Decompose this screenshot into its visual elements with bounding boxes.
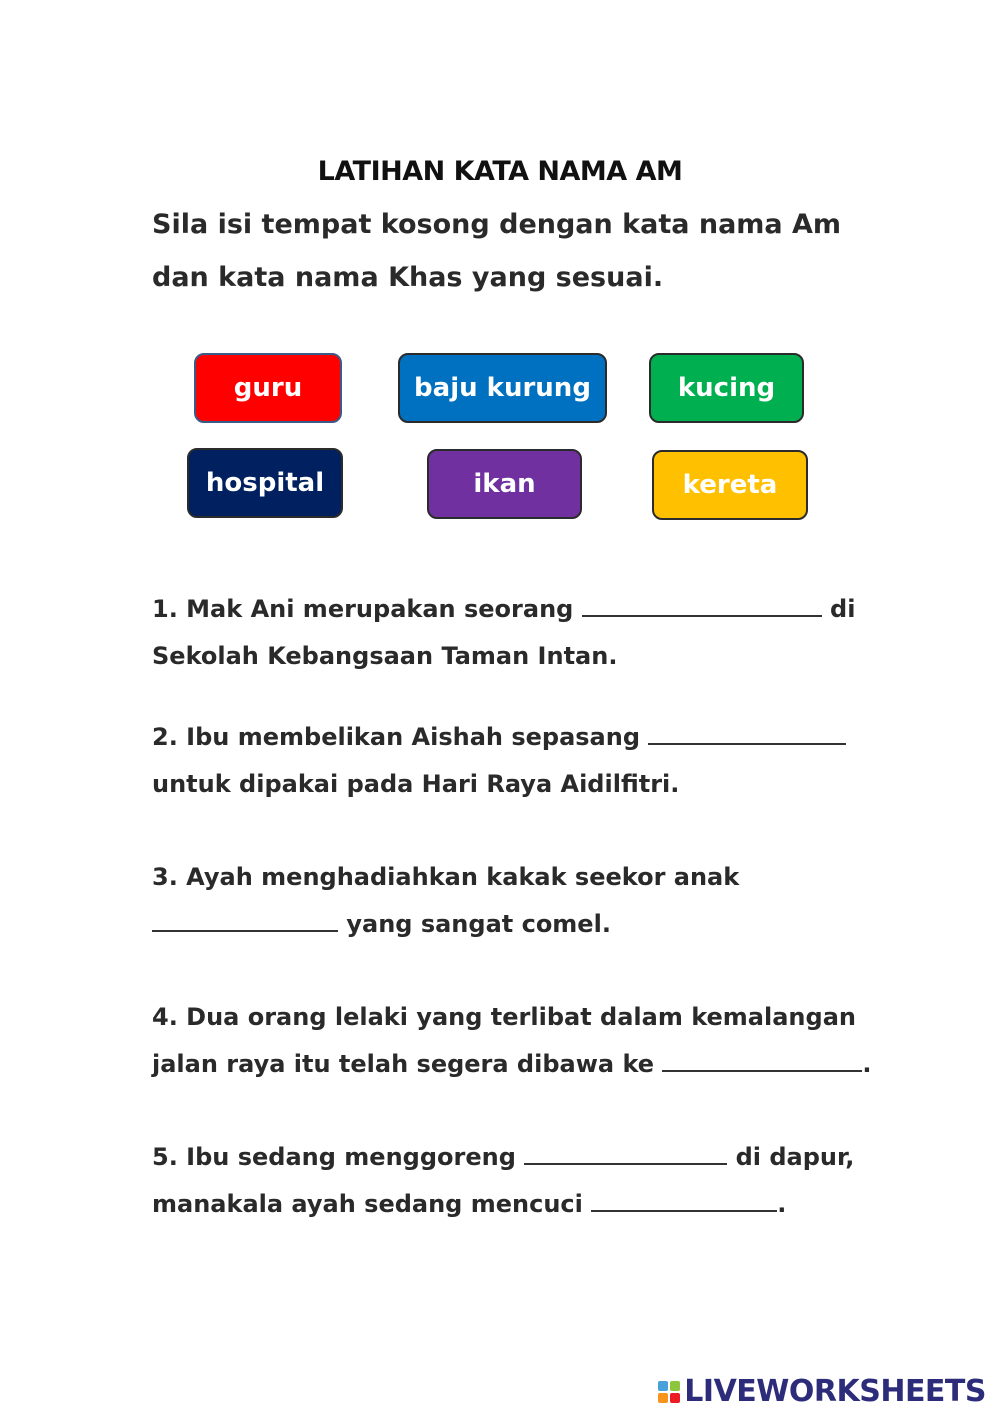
instruction-line-1: Sila isi tempat kosong dengan kata nama Am bbox=[152, 209, 842, 240]
answer-blank-5a[interactable] bbox=[524, 1143, 727, 1165]
question-1-line-2: Sekolah Kebangsaan Taman Intan. bbox=[152, 642, 618, 670]
question-text: . bbox=[777, 1190, 787, 1218]
word-chip-label: kucing bbox=[677, 373, 776, 403]
question-4-line-1: 4. Dua orang lelaki yang terlibat dalam kemalangan bbox=[152, 1003, 856, 1031]
liveworksheets-logo-icon bbox=[658, 1381, 680, 1403]
word-chip-guru[interactable] bbox=[194, 353, 342, 423]
answer-blank-2[interactable] bbox=[648, 723, 846, 745]
word-chip-baju-kurung[interactable] bbox=[398, 353, 607, 423]
answer-blank-5b[interactable] bbox=[591, 1190, 777, 1212]
question-3-line-1: 3. Ayah menghadiahkan kakak seekor anak bbox=[152, 863, 740, 891]
question-text: di bbox=[821, 595, 856, 623]
word-chip-label: guru bbox=[233, 373, 303, 403]
question-2-line-2: untuk dipakai pada Hari Raya Aidilfitri. bbox=[152, 770, 680, 798]
answer-blank-1[interactable] bbox=[582, 595, 822, 617]
question-text: 2. Ibu membelikan Aishah sepasang bbox=[152, 723, 649, 751]
word-chip-label: ikan bbox=[473, 469, 536, 499]
question-3-line-2 bbox=[152, 910, 611, 938]
question-5-line-1 bbox=[152, 1143, 854, 1171]
question-1-line-1 bbox=[152, 595, 855, 623]
liveworksheets-logo-text: LIVEWORKSHEETS bbox=[684, 1374, 986, 1409]
answer-blank-3[interactable] bbox=[152, 910, 338, 932]
question-text: 1. Mak Ani merupakan seorang bbox=[152, 595, 582, 623]
question-text: di dapur, bbox=[727, 1143, 855, 1171]
word-chip-hospital[interactable] bbox=[187, 448, 343, 518]
question-text: manakala ayah sedang mencuci bbox=[152, 1190, 592, 1218]
answer-blank-4[interactable] bbox=[662, 1050, 862, 1072]
question-text: jalan raya itu telah segera dibawa ke bbox=[152, 1050, 663, 1078]
question-text: 5. Ibu sedang menggoreng bbox=[152, 1143, 525, 1171]
word-chip-label: kereta bbox=[682, 470, 778, 500]
word-chip-ikan[interactable] bbox=[427, 449, 582, 519]
question-text: . bbox=[862, 1050, 872, 1078]
word-chip-label: baju kurung bbox=[414, 373, 591, 403]
liveworksheets-logo bbox=[658, 1374, 986, 1409]
word-chip-kucing[interactable] bbox=[649, 353, 804, 423]
instruction-line-2: dan kata nama Khas yang sesuai. bbox=[152, 262, 664, 293]
word-chip-kereta[interactable] bbox=[652, 450, 808, 520]
question-text: yang sangat comel. bbox=[338, 910, 611, 938]
word-chip-label: hospital bbox=[205, 468, 325, 498]
question-4-line-2 bbox=[152, 1050, 872, 1078]
question-2-line-1 bbox=[152, 723, 846, 751]
worksheet-title: LATIHAN KATA NAMA AM bbox=[317, 156, 683, 187]
question-5-line-2 bbox=[152, 1190, 786, 1218]
